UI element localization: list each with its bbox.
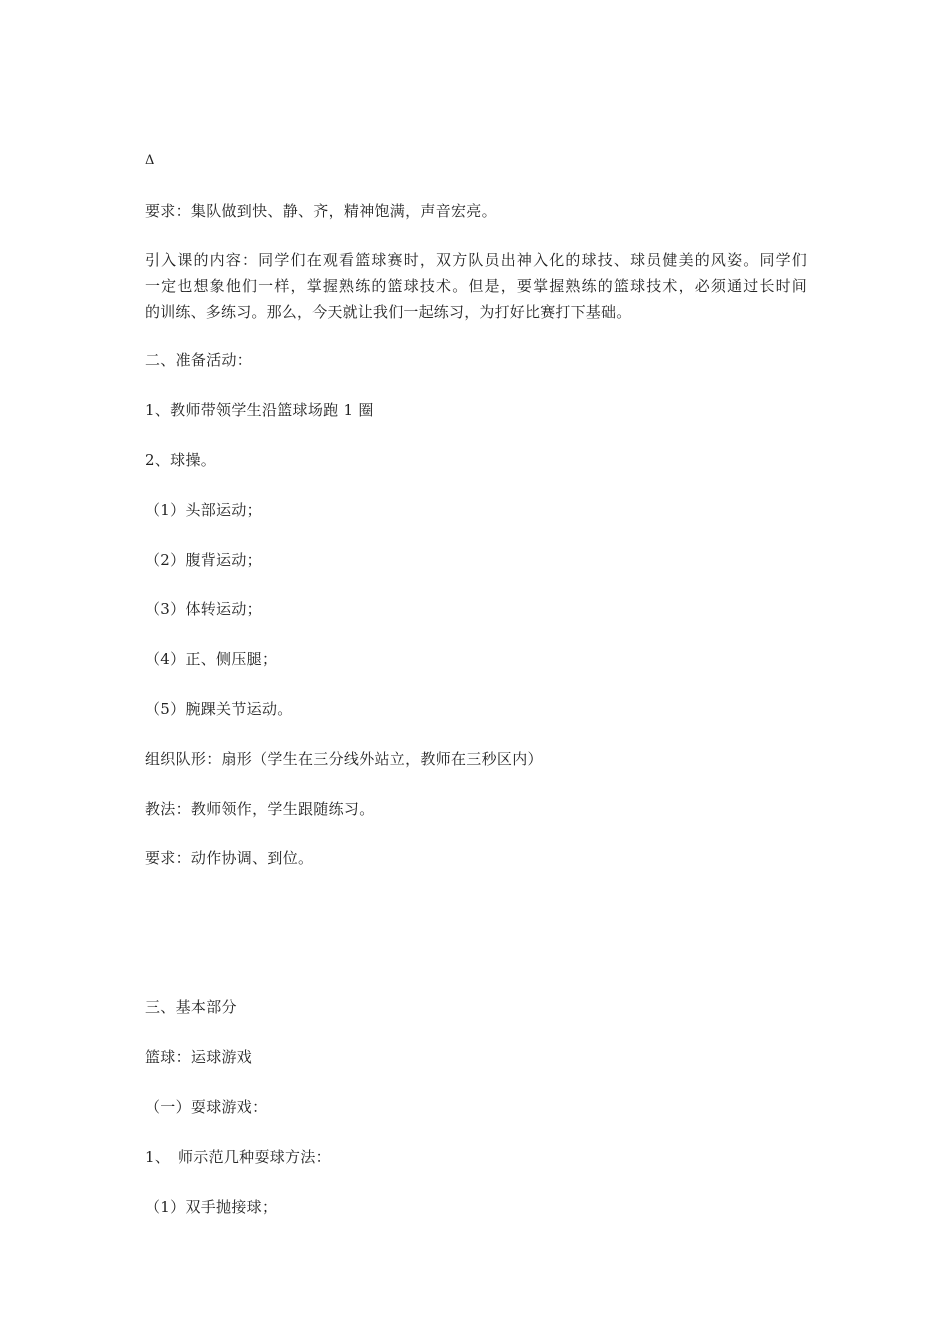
requirement-text: 要求：动作协调、到位。 — [145, 849, 314, 867]
exercise-item: （4）正、侧压腿； — [145, 650, 278, 668]
formation-text: 组织队形：扇形（学生在三分线外站立，教师在三秒区内） — [145, 750, 543, 768]
demo-sub-item: （1）双手抛接球； — [145, 1198, 278, 1216]
delta-symbol: Δ — [145, 153, 155, 168]
exercise-item: （5）腕踝关节运动。 — [145, 700, 293, 718]
step-run: 1、教师带领学生沿篮球场跑 1 圈 — [145, 401, 374, 419]
exercise-item: （3）体转运动； — [145, 600, 262, 618]
section-heading-basic: 三、基本部分 — [145, 998, 237, 1016]
demo-item: 1、 师示范几种耍球方法： — [145, 1148, 331, 1166]
exercise-item: （1）头部运动； — [145, 501, 262, 519]
intro-line: 引入课的内容：同学们在观看篮球赛时，双方队员出神入化的球技、球员健美的风姿。同学们 — [145, 251, 807, 269]
basketball-topic: 篮球：运球游戏 — [145, 1048, 253, 1066]
intro-line: 一定也想象他们一样，掌握熟练的篮球技术。但是，要掌握熟练的篮球技术，必须通过长时间 — [145, 277, 807, 295]
method-text: 教法：教师领作，学生跟随练习。 — [145, 800, 375, 818]
requirement-text: 要求：集队做到快、静、齐，精神饱满，声音宏亮。 — [145, 202, 497, 220]
intro-line: 的训练、多练习。那么，今天就让我们一起练习，为打好比赛打下基础。 — [145, 303, 632, 321]
section-heading-preparation: 二、准备活动： — [145, 351, 253, 369]
sub-section-heading: （一）耍球游戏： — [145, 1098, 268, 1116]
intro-paragraph — [145, 247, 807, 325]
step-ball-exercise: 2、球操。 — [145, 451, 217, 469]
exercise-item: （2）腹背运动； — [145, 551, 262, 569]
